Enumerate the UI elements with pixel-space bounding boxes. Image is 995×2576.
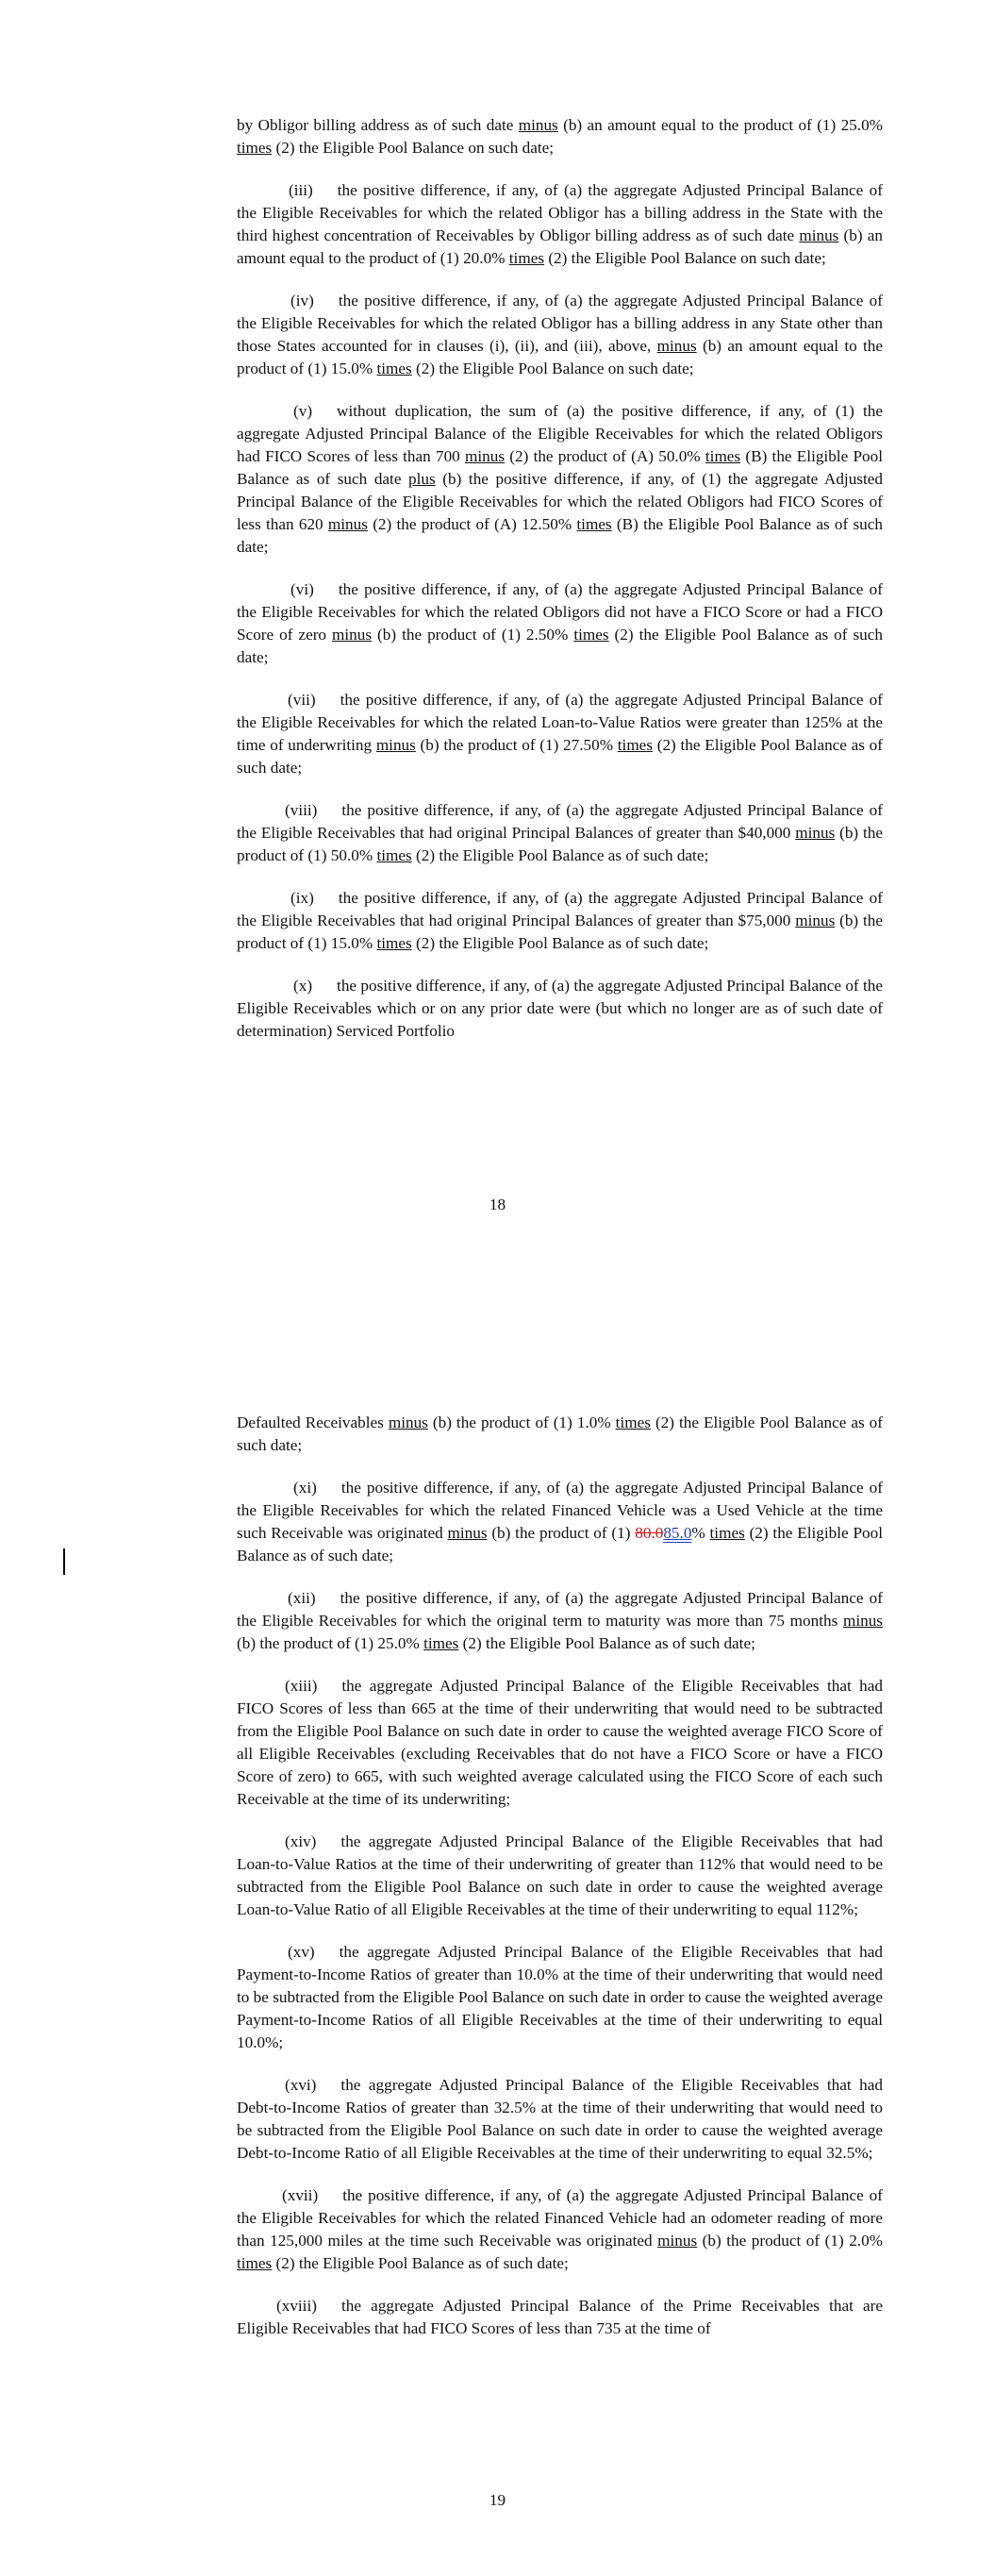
clause-viii: (viii) the positive difference, if any, of (a) the aggregate Adjusted Principal Balance of the Eligible Receivables that had original Principal Balances of greater than $40,000 minus (b) the product of (1) 50.0% times (2) the Eligible Pool Balance as of such date; bbox=[237, 801, 883, 864]
clause-number: (xv) bbox=[288, 1943, 315, 1961]
continuation-paragraph: by Obligor billing address as of such date minus (b) an amount equal to the product of (1) 25.0% times (2) the Eligible Pool Balance on such date; bbox=[237, 116, 883, 157]
clause-number: (v) bbox=[293, 402, 313, 420]
clause-ix: (ix) the positive difference, if any, of (a) the aggregate Adjusted Principal Balance of the Eligible Receivables that had original Principal Balances of greater than $75,000 minus (b) the product of (1) 15.0% times (2) the Eligible Pool Balance as of such date; bbox=[237, 889, 883, 952]
page-19 bbox=[0, 1293, 995, 2576]
clause-number: (xiv) bbox=[285, 1832, 317, 1850]
clause-xvi: (xvi) the aggregate Adjusted Principal Balance of the Eligible Receivables that had Debt-to-Income Ratios of greater than 32.5% at the time of their underwriting that would need to be subtracted from the Eligible Pool Balance on such date in order to cause the weighted average Debt-to-Income Ratio of all Eligible Receivables at the time of their underwriting to equal 32.5%; bbox=[237, 2076, 883, 2162]
clause-number: (vi) bbox=[290, 580, 314, 598]
clause-xi: (xi) the positive difference, if any, of (a) the aggregate Adjusted Principal Balance of the Eligible Receivables for which the related Financed Vehicle was a Used Vehicle at the time such Receivable was originated minus (b) the product of (1) 80.085.0% times (2) the Eligible Pool Balance as of such date; bbox=[237, 1479, 883, 1564]
page-19-text bbox=[237, 1412, 883, 2340]
clause-x: (x) the positive difference, if any, of (a) the aggregate Adjusted Principal Balance of the Eligible Receivables which or on any prior date were (but which no longer are as of such date of determination) Serviced Portfolio bbox=[237, 977, 883, 1040]
clause-number: (x) bbox=[293, 977, 313, 995]
clause-xvii: (xvii) the positive difference, if any, of (a) the aggregate Adjusted Principal Balance of the Eligible Receivables for which the related Financed Vehicle had an odometer reading of more than 125,000 miles at the time such Receivable was originated minus (b) the product of (1) 2.0% times (2) the Eligible Pool Balance as of such date; bbox=[237, 2186, 883, 2272]
continuation-paragraph: Defaulted Receivables minus (b) the product of (1) 1.0% times (2) the Eligible Pool Balance as of such date; bbox=[237, 1413, 883, 1454]
clause-number: (vii) bbox=[288, 691, 316, 709]
clause-xiv: (xiv) the aggregate Adjusted Principal Balance of the Eligible Receivables that had Loan-to-Value Ratios at the time of their underwriting of greater than 112% that would need to be subtracted from the Eligible Pool Balance on such date in order to cause the weighted average Loan-to-Value Ratio of all Eligible Receivables at the time of their underwriting to equal 112%; bbox=[237, 1832, 883, 1918]
clause-vii: (vii) the positive difference, if any, of (a) the aggregate Adjusted Principal Balance of the Eligible Receivables for which the related Loan-to-Value Ratios were greater than 125% at the time of underwriting minus (b) the product of (1) 27.50% times (2) the Eligible Pool Balance as of such date; bbox=[237, 691, 883, 777]
page-number: 18 bbox=[489, 1196, 506, 1213]
clause-number: (xi) bbox=[293, 1479, 317, 1497]
clause-vi: (vi) the positive difference, if any, of (a) the aggregate Adjusted Principal Balance of the Eligible Receivables for which the related Obligors did not have a FICO Score or had a FICO Score of zero minus (b) the product of (1) 2.50% times (2) the Eligible Pool Balance as of such date; bbox=[237, 580, 883, 666]
clause-xiii: (xiii) the aggregate Adjusted Principal Balance of the Eligible Receivables that had FICO Scores of less than 665 at the time of their underwriting that would need to be subtracted from the Eligible Pool Balance on such date in order to cause the weighted average FICO Score of all Eligible Receivables (excluding Receivables that do not have a FICO Score or have a FICO Score of zero) to 665, with such weighted average calculated using the FICO Score of each such Receivable at the time of its underwriting; bbox=[237, 1677, 883, 1808]
clause-number: (xiii) bbox=[285, 1677, 318, 1695]
clause-number: (xvi) bbox=[285, 2076, 317, 2094]
clause-number: (viii) bbox=[285, 801, 318, 819]
deleted-text: 80.0 bbox=[635, 1524, 664, 1542]
clause-xviii: (xviii) the aggregate Adjusted Principal Balance of the Prime Receivables that are Eligible Receivables that had FICO Scores of less than 735 at the time of bbox=[237, 2297, 883, 2337]
clause-number: (xii) bbox=[288, 1589, 316, 1607]
clause-xii: (xii) the positive difference, if any, of (a) the aggregate Adjusted Principal Balance of the Eligible Receivables for which the original term to maturity was more than 75 months minus (b) the product of (1) 25.0% times (2) the Eligible Pool Balance as of such date; bbox=[237, 1589, 883, 1652]
clause-number: (xviii) bbox=[276, 2297, 317, 2315]
clause-number: (ix) bbox=[290, 889, 314, 907]
clause-xv: (xv) the aggregate Adjusted Principal Balance of the Eligible Receivables that had Payment-to-Income Ratios of greater than 10.0% at the time of their underwriting that would need to be subtracted from the Eligible Pool Balance on such date in order to cause the weighted average Payment-to-Income Ratios of all Eligible Receivables at the time of their underwriting to equal 10.0%; bbox=[237, 1943, 883, 2051]
clause-iii: (iii) the positive difference, if any, of (a) the aggregate Adjusted Principal Balance of the Eligible Receivables for which the related Obligor has a billing address in the State with the third highest concentration of Receivables by Obligor billing address as of such date minus (b) an amount equal to the product of (1) 20.0% times (2) the Eligible Pool Balance on such date; bbox=[237, 181, 884, 267]
revision-change-bar bbox=[63, 1548, 65, 1575]
clause-number: (iv) bbox=[290, 292, 314, 309]
clause-v: (v) without duplication, the sum of (a) the positive difference, if any, of (1) the aggregate Adjusted Principal Balance of the Eligible Receivables for which the related Obligors had FICO Scores of less than 700 minus (2) the product of (A) 50.0% times (B) the Eligible Pool Balance as of such date plus (b) the positive difference, if any, of (1) the aggregate Adjusted Principal Balance of the Eligible Receivables for which the related Obligors had FICO Scores of less than 620 minus (2) the product of (A) 12.50% times (B) the Eligible Pool Balance as of such date; bbox=[237, 402, 883, 556]
clause-iv: (iv) the positive difference, if any, of (a) the aggregate Adjusted Principal Balance of the Eligible Receivables for which the related Obligor has a billing address in any State other than those States accounted for in clauses (i), (ii), and (iii), above, minus (b) an amount equal to the product of (1) 15.0% times (2) the Eligible Pool Balance on such date; bbox=[237, 292, 884, 377]
page-18-text bbox=[237, 114, 883, 1043]
clause-number: (iii) bbox=[289, 181, 313, 199]
clause-number: (xvii) bbox=[282, 2186, 319, 2204]
inserted-text: 85.0 bbox=[663, 1524, 692, 1542]
page-number: 19 bbox=[489, 2491, 506, 2509]
